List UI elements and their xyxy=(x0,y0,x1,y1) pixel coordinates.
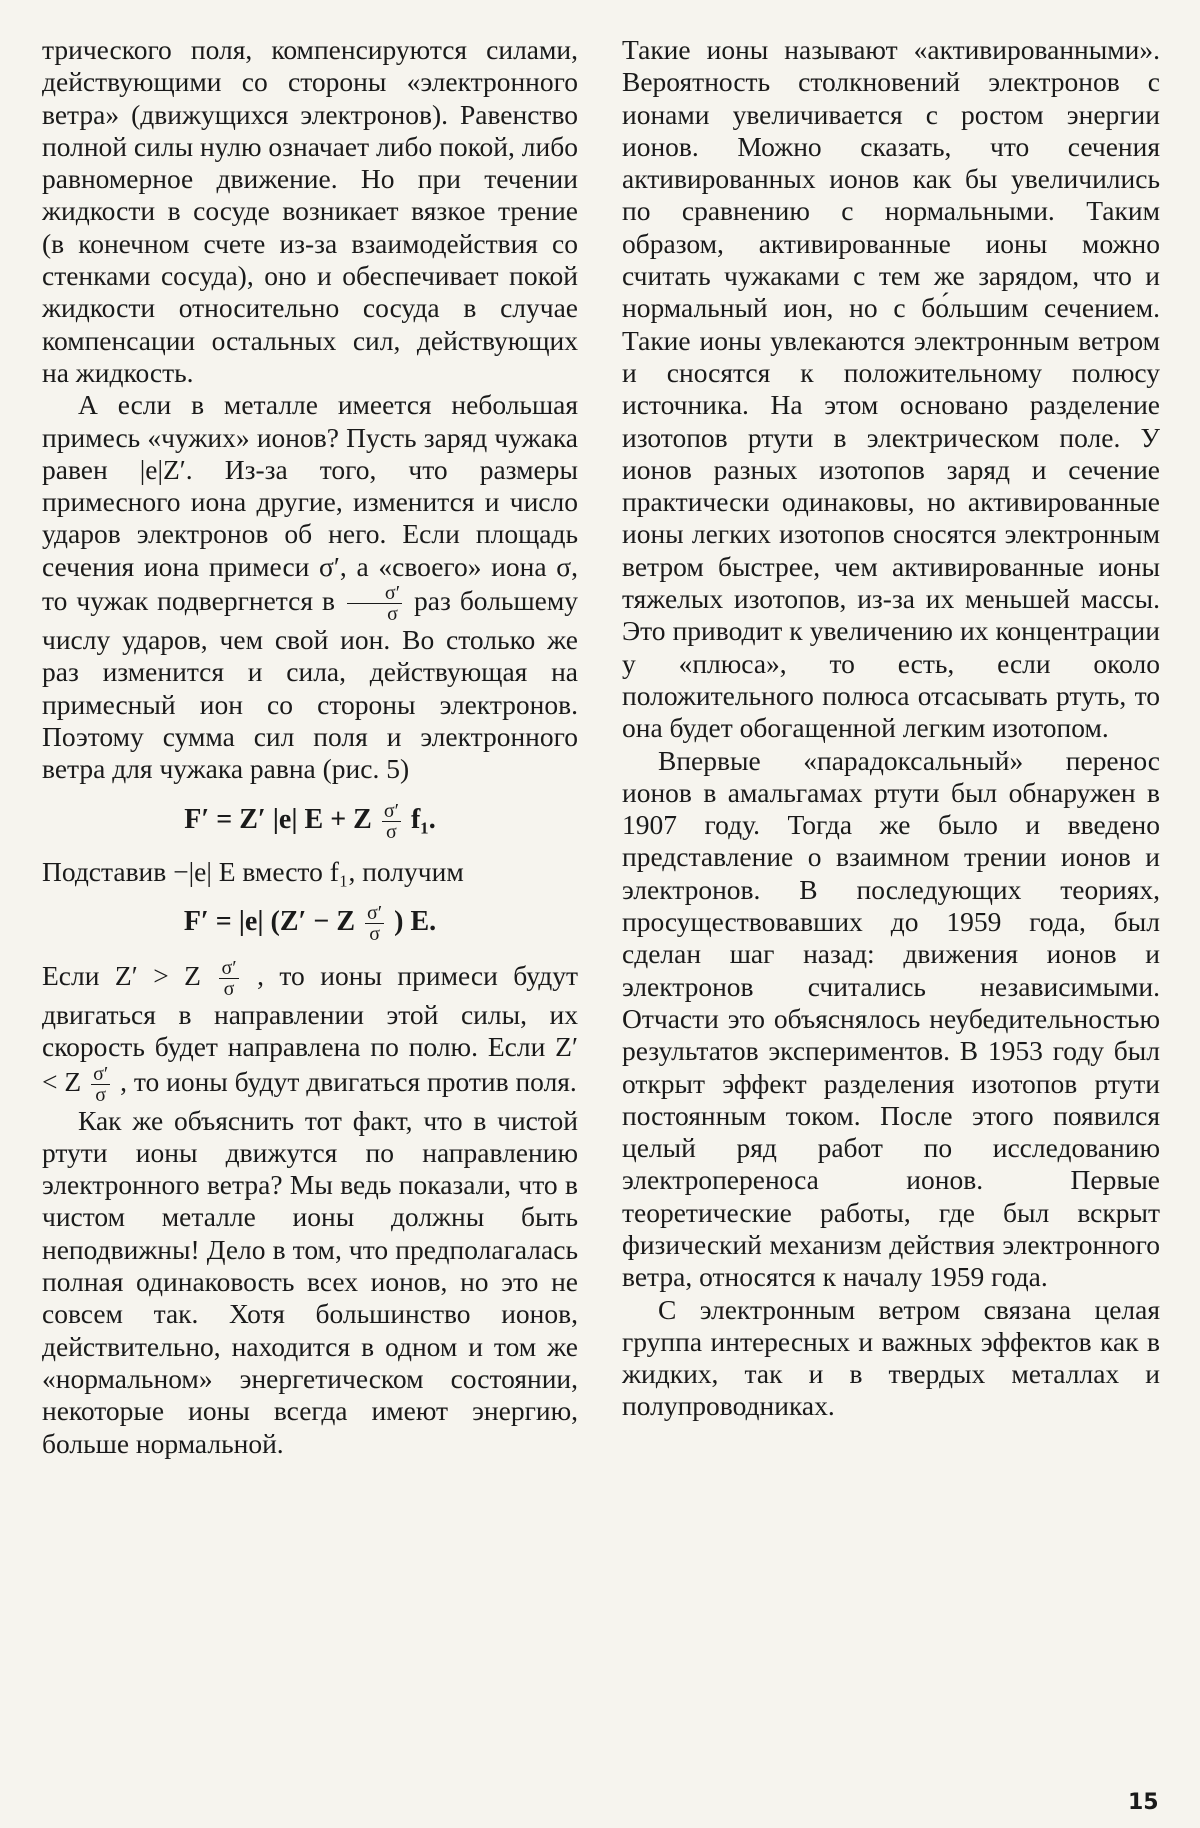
fraction xyxy=(91,1064,110,1105)
paragraph-text: А если в металле имеется небольшая примесь «чужих» ионов? Пусть заряд чужака равен |e|Z′. Из-за того, что размеры примесного иона другие, изменится и число ударов электронов об него. Если площадь сечения иона примеси σ′, а «своего» иона σ, то чужак подвергнется в xyxy=(42,389,578,616)
fraction-numerator: σ′ xyxy=(347,583,402,604)
paragraph-text: Если Z′ > Z xyxy=(42,959,201,991)
formula-left: F′ = Z′ |e| E + Z xyxy=(184,803,372,835)
paragraph-text: раз большему числу ударов, чем свой ион. Во столько же раз изменится и сила, действующая на примесный ион со стороны электронов. Поэтому сумма сил поля и электронного ветра для чужака равна (рис. 5) xyxy=(42,584,578,785)
left-column xyxy=(42,34,578,1460)
fraction-numerator: σ′ xyxy=(221,956,237,979)
fraction xyxy=(365,903,384,944)
fraction-denominator: σ xyxy=(95,1083,107,1106)
page-number: 15 xyxy=(1128,1790,1159,1815)
paragraph: Впервые «парадоксальный» перенос ионов в амальгамах ртути был обнаружен в 1907 году. Тогда же было и введено представление о взаимном трении ионов и электронов. В последующих теориях, просуществовавших до 1959 года, был сделан шаг назад: движения ионов и электронов считались независимыми. Отчасти это объяснялось неубедительностью результатов экспериментов. В 1953 году был открыт эффект разделения изотопов ртути постоянным током. После этого появился целый ряд работ по исследованию электропереноса ионов. Первые теоретические работы, где был вскрыт физический механизм действия электронного ветра, относятся к началу 1959 года. xyxy=(622,744,1160,1293)
fraction-denominator: σ xyxy=(386,820,397,843)
fraction-numerator: σ′ xyxy=(93,1062,109,1085)
paragraph xyxy=(42,389,578,785)
paragraph: Такие ионы называют «активированными». Вероятность столкновений электронов с ионами увеличивается с ростом энергии ионов. Можно сказать, что сечения активированных ионов как бы увеличились по сравнению с нормальными. Таким образом, активированные ионы можно считать чужаками с тем же зарядом, что и нормальный ион, но с бо́льшим сечением. Такие ионы увлекаются электронным ветром и сносятся к положительному полюсу источника. На этом основано разделение изотопов ртути в электрическом поле. У ионов разных изотопов заряд и сечение практически одинаковы, но активированные ионы легких изотопов сносятся электронным ветром быстрее, чем активированные ионы тяжелых изотопов, из-за их меньшей массы. Это приводит к увеличению их концентрации у «плюса», то есть, если около положительного полюса отсасывать ртуть, то она будет обогащенной легким изотопом. xyxy=(622,34,1160,744)
formula-left: F′ = |e| (Z′ − Z xyxy=(183,905,356,937)
paragraph-text: , то ионы будут двигаться против поля. xyxy=(120,1065,577,1097)
fraction xyxy=(347,583,402,624)
fraction xyxy=(382,801,401,842)
right-column xyxy=(622,34,1160,1423)
fraction-denominator: σ xyxy=(369,922,380,945)
formula-substituted xyxy=(42,902,578,944)
paragraph xyxy=(42,958,578,1105)
fraction-denominator: σ xyxy=(223,977,235,1000)
fraction-numerator: σ′ xyxy=(383,799,399,822)
fraction-numerator: σ′ xyxy=(367,901,383,924)
formula-right: f₁. xyxy=(411,803,436,835)
paragraph: Как же объяснить тот факт, что в чистой ртути ионы движутся по направлению электронного ветра? Мы ведь показали, что в чистом металле ионы должны быть неподвижны! Дело в том, что предполагалась полная одинаковость всех ионов, но это не совсем так. Хотя большинство ионов, действительно, находится в одном и том же «нормальном» энергетическом состоянии, некоторые ионы всегда имеют энергию, больше нормальной. xyxy=(42,1104,578,1459)
fraction-denominator: σ xyxy=(387,603,398,626)
formula-force xyxy=(42,800,578,842)
paragraph: трического поля, компенсируются силами, действующими со стороны «электронного ветра» (движущихся электронов). Равенство полной силы нулю означает либо покой, либо равномерное движение. Но при течении жидкости в сосуде возникает вязкое трение (в конечном счете из-за взаимодействия со стенками сосуда), оно и обеспечивает покой жидкости относительно сосуда в случае компенсации остальных сил, действующих на жидкость. xyxy=(42,34,578,388)
formula-right: ) E. xyxy=(394,905,437,937)
paragraph: С электронным ветром связана целая группа интересных и важных эффектов как в жидких, так и в твердых металлах и полупроводниках. xyxy=(622,1293,1160,1422)
paragraph: Подставив −|e| E вместо f₁, получим xyxy=(42,855,464,887)
paragraph-text: , то ионы примеси будут двигаться в направлении этой силы, их скорость будет направлена по полю. Если Z′ < Z xyxy=(42,959,578,1097)
fraction xyxy=(219,958,238,999)
